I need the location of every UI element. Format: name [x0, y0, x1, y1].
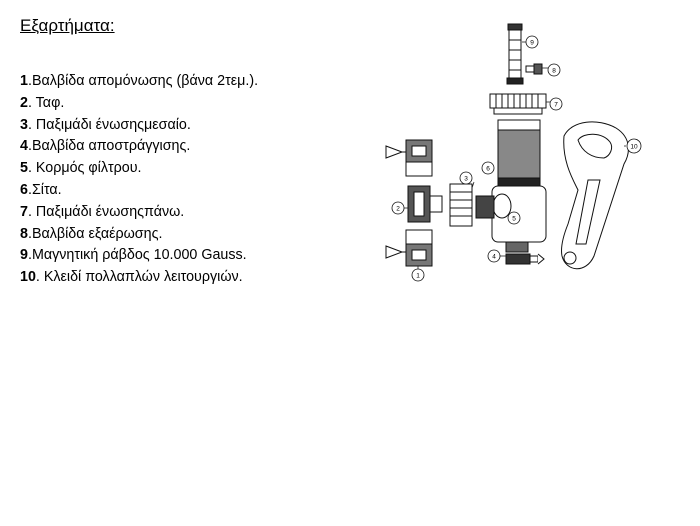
- callout-7-text: 7: [554, 101, 558, 109]
- list-item: [20, 115, 258, 137]
- callout-10-text: 10: [630, 143, 638, 151]
- part-number: 8: [20, 225, 28, 242]
- callout-6-text: 6: [486, 165, 490, 173]
- list-item: [20, 158, 258, 180]
- list-item: [20, 71, 258, 93]
- part-separator: .: [27, 225, 32, 242]
- list-item: [20, 202, 258, 224]
- callout-1-text: 1: [416, 272, 420, 280]
- part-number: 1: [20, 73, 28, 89]
- part-number: 9: [20, 247, 28, 264]
- part-label: Κορμός φίλτρου.: [35, 160, 142, 177]
- part-separator: .: [27, 160, 36, 177]
- part-number: 5: [20, 160, 28, 177]
- parts-list: [20, 71, 258, 289]
- part-separator: .: [27, 247, 32, 264]
- part-label: Παξιμάδι ένωσηςμεσαίο.: [35, 116, 191, 133]
- part-separator: .: [35, 269, 44, 286]
- part-number: 4: [20, 138, 28, 155]
- part-separator: .: [27, 116, 36, 133]
- callout-7-marker: [550, 98, 562, 110]
- multi-wrench-drawing: [561, 122, 628, 269]
- middle-union-nut-drawing: [450, 184, 472, 226]
- list-item: [20, 245, 258, 267]
- part-number: 6: [20, 181, 28, 198]
- callout-1-marker: [412, 269, 424, 281]
- callout-3-text: 3: [464, 175, 468, 183]
- part-label: Σίτα.: [31, 181, 62, 198]
- drain-valve-drawing: [506, 254, 544, 264]
- isolation-valve-bottom-drawing: [386, 230, 432, 266]
- part-separator: .: [27, 181, 32, 198]
- filter-exploded-diagram: [372, 20, 652, 282]
- list-item: [20, 180, 258, 202]
- callout-6-marker: [482, 162, 494, 174]
- page-title: Εξαρτήματα:: [20, 16, 115, 35]
- callout-5-text: 5: [512, 215, 516, 223]
- list-item: [20, 224, 258, 246]
- screen-drawing: [498, 120, 540, 186]
- part-separator: .: [27, 73, 32, 89]
- list-item: [20, 93, 258, 115]
- callout-8-marker: [548, 64, 560, 76]
- callout-8-text: 8: [552, 67, 556, 75]
- part-separator: .: [27, 138, 32, 155]
- part-label: Παξιμάδι ένωσηςπάνω.: [35, 203, 185, 220]
- bleed-valve-drawing: [526, 64, 542, 74]
- part-label: Βαλβίδα αποστράγγισης.: [31, 138, 191, 155]
- callout-4-text: 4: [492, 253, 496, 261]
- callout-3-marker: [460, 172, 472, 184]
- part-label: Κλειδί πολλαπλών λειτουργιών.: [43, 269, 243, 286]
- callout-5-marker: [508, 212, 520, 224]
- callout-9-text: 9: [530, 39, 534, 47]
- callout-4-marker: [488, 250, 500, 262]
- part-label: Ταφ.: [35, 94, 65, 111]
- part-number: 3: [20, 116, 28, 133]
- part-number: 7: [20, 203, 28, 220]
- part-number: 10: [20, 269, 36, 286]
- part-label: Βαλβίδα απομόνωσης (βάνα 2τεμ.).: [31, 73, 259, 89]
- list-item: [20, 136, 258, 158]
- part-separator: .: [27, 94, 36, 111]
- callout-2-text: 2: [396, 205, 400, 213]
- magnetic-rod-drawing: [507, 24, 523, 84]
- top-union-nut-drawing: [490, 94, 546, 114]
- part-number: 2: [20, 94, 28, 111]
- callout-10-marker: [627, 139, 641, 153]
- callout-2-marker: [392, 202, 404, 214]
- part-label: Μαγνητική ράβδος 10.000 Gauss.: [31, 247, 247, 264]
- isolation-valve-top-drawing: [386, 140, 432, 176]
- part-separator: .: [27, 203, 36, 220]
- callout-9-marker: [526, 36, 538, 48]
- part-label: Βαλβίδα εξαέρωσης.: [31, 225, 163, 242]
- list-item: [20, 267, 258, 289]
- tee-drawing: [408, 186, 442, 222]
